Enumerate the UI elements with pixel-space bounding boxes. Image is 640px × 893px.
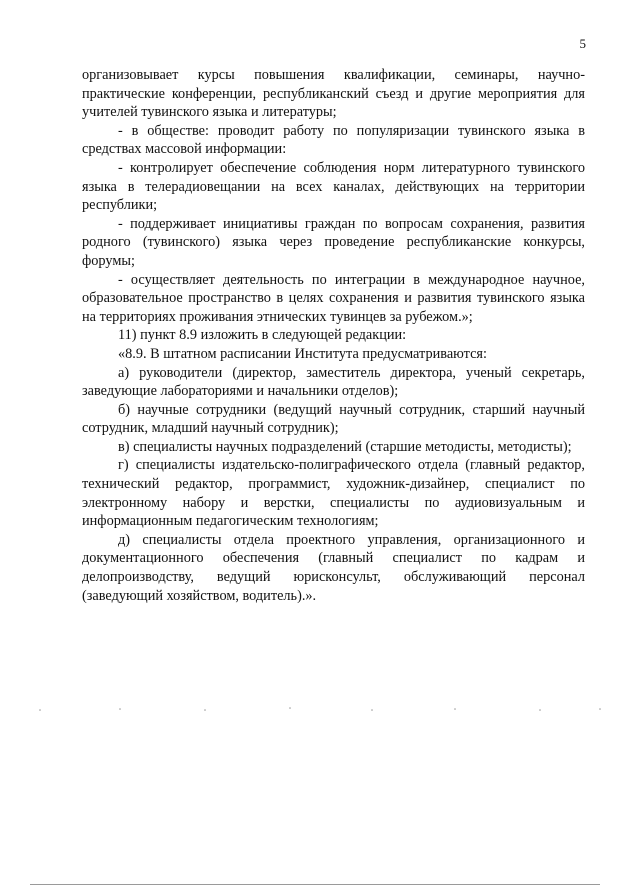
scan-artifact-dots <box>0 700 640 720</box>
paragraph: - контролирует обеспечение соблюдения норм литературного тувинского языка в телерадиовещании на всех каналах, действующих на территории республики; <box>82 159 585 214</box>
paragraph: - поддерживает инициативы граждан по вопросам сохранения, развития родного (тувинского) языка через проведение республиканские конкурсы, форумы; <box>82 215 585 269</box>
paragraph: а) руководители (директор, заместитель директора, ученый секретарь, заведующие лабораториями и начальники отделов); <box>82 364 585 400</box>
paragraph: в) специалисты научных подразделений (старшие методисты, методисты); <box>118 438 572 455</box>
page-number: 5 <box>579 36 586 51</box>
paragraph: д) специалисты отдела проектного управления, организационного и документационного обеспечения (главный специалист по кадрам и делопроизводству, ведущий юрисконсульт, обслуживающий персонал (заведующий хозяйством, водитель).». <box>82 531 585 604</box>
paragraph: «8.9. В штатном расписании Института предусматриваются: <box>118 345 487 362</box>
bottom-scan-edge <box>30 884 600 885</box>
paragraph: организовывает курсы повышения квалификации, семинары, научно-практические конференции, республиканский съезд и другие мероприятия для учителей тувинского языка и литературы; <box>82 67 585 121</box>
paragraph: г) специалисты издательско-полиграфического отдела (главный редактор, технический редактор, программист, художник-дизайнер, специалист по электронному набору и верстки, специалисты по аудиовизуальным и информационным педагогическим технологиям; <box>82 457 585 530</box>
paragraph: б) научные сотрудники (ведущий научный сотрудник, старший научный сотрудник, младший научный сотрудник); <box>82 401 585 437</box>
document-body <box>82 66 585 605</box>
paragraph: - осуществляет деятельность по интеграции в международное научное, образовательное пространство в целях сохранения и развития тувинского языка на территориях проживания этнических тувинцев за рубежом.»; <box>82 271 585 325</box>
paragraph: - в обществе: проводит работу по популяризации тувинского языка в средствах массовой информации: <box>82 122 585 158</box>
paragraph: 11) пункт 8.9 изложить в следующей редакции: <box>118 327 407 344</box>
